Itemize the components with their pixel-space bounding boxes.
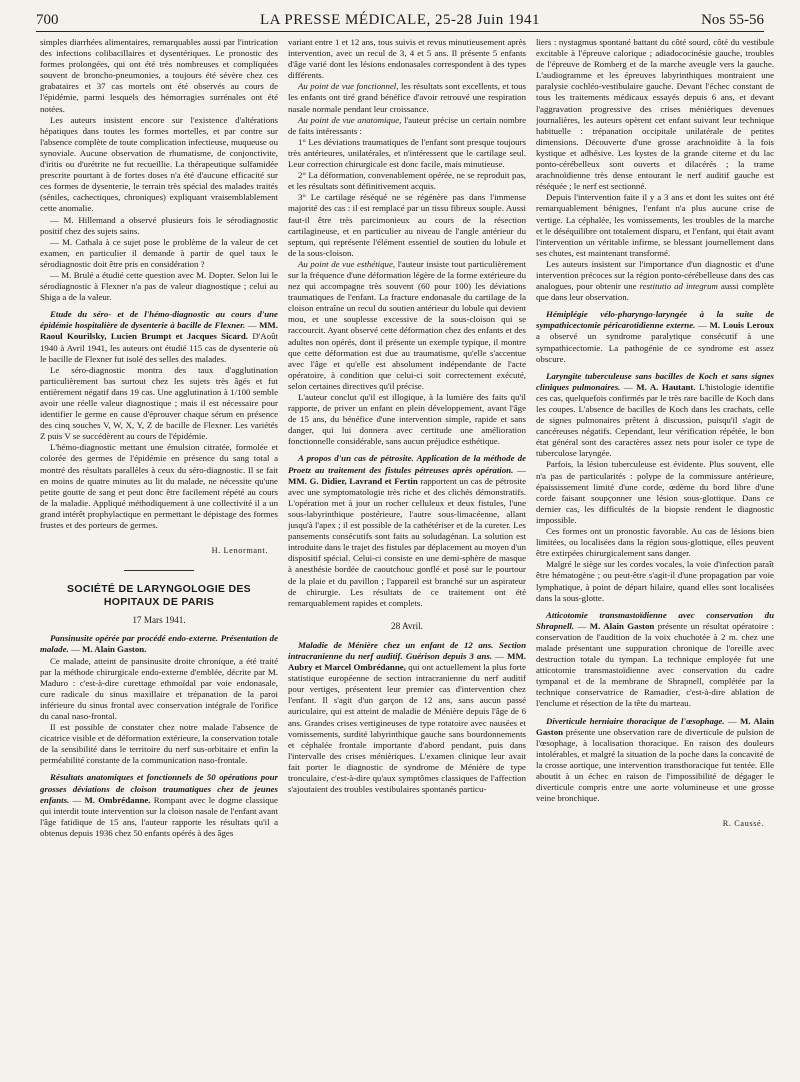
session-date: 17 Mars 1941. xyxy=(132,615,186,626)
article-title-text: Pansinusite opérée par procédé endo-externe. Présentation de malade. xyxy=(40,633,278,655)
paragraph-text: l'auteur précise un certain nombre de faits intéressants : xyxy=(288,114,526,136)
paragraph-lead: Au point de vue esthétique, xyxy=(298,258,396,269)
article-authors: M. Louis Leroux xyxy=(709,320,774,331)
article-title-text: Maladie de Ménière chez un enfant de 12 ans. Section intracranienne du nerf auditif. Guérison depuis 3 ans. xyxy=(288,639,526,661)
paragraph: — M. Hillemand a observé plusieurs fois le sérodiagnostic positif chez des sujets sains. xyxy=(40,214,278,236)
header-rule xyxy=(36,31,764,32)
paragraph: Ce malade, atteint de pansinusite droite chronique, a été traité par la méthode chirurgicale endo-externe d'emblée, décrite par M. Maduro : c'est-à-dire curettage ethmoïdal par voie endonasale, cure radicale du sinus maxillaire et trépanation de la paroi inférieure du sinus frontal avec conservation intégrale de l'orifice du canal naso-frontal. xyxy=(40,655,278,721)
paragraph-text: les résultats sont excellents, et tous les enfants ont tiré grand bénéfice d'avoir retrouvé une respiration nasale normale pendant leur croissance. xyxy=(288,81,526,114)
paragraph: 3° Le cartilage réséqué ne se régénère pas dans l'immense majorité des cas : il est remplacé par un tissu fibreux souple. Aussi faut-il être très parcimonieux au cours de la résection cartilagineuse, et en particulier au niveau de l'angle antérieur du septum, qui représente l'élément essentiel de soutien du lobule et de la sous-cloison. xyxy=(288,192,526,258)
paragraph: L'auteur conclut qu'il est illogique, à la lumière des faits qu'il rapporte, de priver un enfant en plein développement, avant l'âge de 15 ans, du bénéfice d'une intervention simple, rapide et sans danger, qui lui donnera avec certitude une amélioration fonctionnelle considérable, sans aucun préjudice esthétique. xyxy=(288,392,526,447)
paragraph-text: Les auteurs insistent sur l'importance d'un diagnostic et d'une intervention précoces sur la région ponto-cérébelleuse dans des cas analogues, pour obtenir une xyxy=(536,258,774,292)
paragraph xyxy=(536,259,774,303)
signature: R. Caussé. xyxy=(722,819,764,829)
paragraph-lead: Au point de vue anatomique, xyxy=(298,114,402,125)
article-authors: MM. Aubry et Marcel Ombrédanne, xyxy=(288,650,526,673)
issue-number: Nos 55-56 xyxy=(701,12,764,28)
paragraph: variant entre 1 et 12 ans, tous suivis et revus minutieusement après intervention, avec un recul de 3, 4 et 5 ans. Il présente 5 enfants d'âge varié dont les lésions endonasales correspondent à des types différents. xyxy=(288,37,526,81)
article-title: Résultats anatomiques et fonctionnels de 50 opérations pour grosses déviations de cloison traumatiques chez de jeunes enfants. — M. Ombrédanne. Rompant avec le dogme classique qui interdit toute intervention sur la cloison nasale de l'enfant avant l'âge fatidique de 15 ans, l'auteur rapporte les résultats qu'il a obtenus depuis 1936 chez 50 enfants opérés à des âges xyxy=(40,772,278,838)
latin-phrase: restitutio ad integrum xyxy=(639,281,718,292)
column-3 xyxy=(536,37,774,1072)
article-body: L'histologie identifie ces cas, quelquefois confirmés par le très rare bacille de Koch dans les coupes. L'absence de bacilles de Koch dans les crachats, celle de signes pulmonaires prêtent à discussion, puisqu'il s'agit de cancéreuses négatifs. Cependant, leur vérification répétée, le bon état général sont des caractères assez nets pour isoler ce type de tuberculose laryngée. xyxy=(536,381,774,459)
article-title: Diverticule herniaire thoracique de l'œsophage. — M. Alain Gaston présente une observation rare de diverticule de pulsion de l'œsophage, à localisation thoracique. En raison des douleurs intolérables, et malgré la situation de la poche dans la concavité de la crosse aortique, une intervention transthoracique fut tentée. Elle aboutit à un échec en raison de l'impossibilité de dégager le diverticule compris entre une aorte volumineuse et une grosse veine bronchique. xyxy=(536,715,774,804)
article-body: qui ont actuellement la plus forte statistique européenne de section intracranienne du nerf auditif pour vertiges, présentent leur premier cas d'intervention chez l'enfant. Il s'agit d'un garçon de 12 ans, sans aucun passé auriculaire, qui est atteint de maladie de Ménière depuis l'âge de 6 ans. Grandes crises vertigineuses de type rotatoire avec nausées et vomissements, surdité labyrinthique gauche sans bourdonnements et céphalée frontale importante d'abord pendant, puis dans l'intervalle des crises ménièriques. L'examen clinique leur avait fait porter le diagnostic de syndrome de Ménière de type tronculaire, c'est-à-dire qu'aux symptômes classiques de l'affection s'ajoutaient des troubles vestibulaires spontanés particu- xyxy=(288,662,526,795)
running-header xyxy=(36,10,764,32)
paragraph xyxy=(288,115,526,137)
article-title: Etude du séro- et de l'hémo-diagnostic au cours d'une épidémie hospitalière de dysenterie à bacille de Flexner. — MM. Raoul Kourilsky, Lucien Brumpt et Jacques Sicard. D'Août 1940 à Avril 1941, les auteurs ont étudié 115 cas de dysenterie où le bacille de Flexner fut isolé des selles des malades. xyxy=(40,309,278,364)
paragraph: 2° La déformation, convenablement opérée, ne se reproduit pas, et les résultats sont définitivement acquis. xyxy=(288,170,526,192)
paragraph: Malgré le siège sur les cordes vocales, la voie d'infection paraît être hématogène ; ou peut-être s'agit-il d'une propagation par voie lymphatique, à point de départ hilaire, quand elles sont localisées dans la sous-glotte. xyxy=(536,559,774,603)
article-authors: M. Alain Gaston xyxy=(589,620,655,631)
article-title: Pansinusite opérée par procédé endo-externe. Présentation de malade. — M. Alain Gaston. xyxy=(40,633,278,655)
paragraph: simples diarrhées alimentaires, remarquables aussi par l'intrication des infections colibacillaires et dysentériques. Le pronostic des formes prolongées, qui ont été très nombreuses et compliquées souvent de broncho-pneumonies, a toujours été sévère chez ces grabataires et 37 cas mortels ont été observés au cours de l'épidémie, parmi lesquels des hémorragies surrénales ont été notées. xyxy=(40,37,278,114)
page-number: 700 xyxy=(36,12,59,28)
paragraph: L'hémo-diagnostic mettant une émulsion citratée, formolée et colorée des germes de l'épidémie en présence du sang total a montré des résultats parallèles à ceux du séro-diagnostic. Il se fait en moins de quatre minutes au lit du malade, ne nécessite qu'une petite goutte de sang et peut donc être facilement répété au cours de la maladie. Appliqué méthodiquement à une collectivité il a un grand intérêt prophylactique en permettant le dépistage des formes frustes et des porteurs de germes. xyxy=(40,442,278,531)
article-title-text: Hémiplégie vélo-pharyngo-laryngée à la suite de sympathicectomie péricarotidienne externe. xyxy=(536,309,774,331)
article-authors: M. Alain Gaston xyxy=(536,715,774,737)
article-title: Atticotomie transmastoïdienne avec conservation du Shrapnell. — M. Alain Gaston présente un résultat opératoire : conservation de l'audition de la voix chuchotée à 2 m. chez une malade présentant une suppuration chronique de l'oreille avec destruction totale du tympan. La technique employée fut une atticotomie transmastoïdienne avec conservation du cadre tympanal et de la membrane de Shrapnell, complétée par la technique conservatrice de Ramadier, c'est-à-dire ablation de l'enclume et résection de la tête du marteau. xyxy=(536,609,774,709)
paragraph: Depuis l'intervention faite il y a 3 ans et dont les suites ont été remarquablement bénignes, l'enfant n'a plus aucune crise de vertige. La céphalée, les vomissements, les troubles de la marche et le déséquilibre ont totalement disparu, et l'enfant, qui était avant l'intervention un véritable infirme, se blessant journellement dans ses chutes, est maintenant transformé. xyxy=(536,192,774,258)
article-title-text: Etude du séro- et de l'hémo-diagnostic au cours d'une épidémie hospitalière de dysenterie à bacille de Flexner. xyxy=(40,309,278,331)
paragraph: Les auteurs insistent encore sur l'existence d'altérations hépatiques dans toutes les formes mortelles, et par contre sur l'absence complète de toute complication infectieuse, muqueuse ou synoviale. Aucune observation de rhumatisme, de conjonctivite, d'iritis ou d'urétrite ne fut recueillie. La thérapeutique sulfamidée prescrite pourtant à de fortes doses n'a été d'aucune efficacité sur ces formes de dysenterie, le terrain très spécial des malades traités (séniles, cachectiques, chroniques) expliquant vraisemblablement cette anomalie. xyxy=(40,114,278,214)
article-body: rapportent un cas de pétrosite avec une symptomatologie très riche et des clichés démonstratifs. L'opération met à jour un rocher celluleux et deux fistules, l'une sous-labyrinthique postérieure, l'autre sous-limacéenne, allant jusqu'à l'apex ; il est possible de la cathétériser et de la cureter. Les pansements consécutifs sont faits au soludagénan. La solution est introduite dans le trajet des fistules par déplacement au moyen d'un dispositif spécial. Celui-ci consiste en une demi-sphère de masque à anesthésie bordée de caoutchouc gonflé et posé sur le pourtour de la plaie et du pavillon ; l'appareil est branché sur un aspirateur de chirurgie. Les résultats de ce traitement ont été remarquablement rapides et complets. xyxy=(288,475,526,608)
article-title-text: Laryngite tuberculeuse sans bacilles de Koch et sans signes cliniques pulmonaires. xyxy=(536,370,774,392)
article-title: Laryngite tuberculeuse sans bacilles de Koch et sans signes cliniques pulmonaires. — M. A. Hautant. L'histologie identifie ces cas, quelquefois confirmés par le très rare bacille de Koch dans les coupes. L'absence de bacilles de Koch dans les crachats, celle de signes pulmonaires prêtent à discussion, puisqu'il s'agit de cancéreuses négatifs. Cependant, leur vérification répétée, le bon état général sont des caractères assez nets pour isoler ce type de tuberculose laryngée. xyxy=(536,370,774,459)
article-title: A propos d'un cas de pétrosite. Application de la méthode de Proetz au traitement des fistules pétreuses après opération. — MM. G. Didier, Lavrand et Fertin rapportent un cas de pétrosite avec une symptomatologie très riche et des clichés démonstratifs. L'opération met à jour un rocher celluleux et deux fistules, l'une sous-labyrinthique postérieure, l'autre sous-limacéenne, allant jusqu'à l'apex ; il est possible de la cathétériser et de la cureter. Les pansements consécutifs sont faits au soludagénan. La solution est introduite dans le trajet des fistules par déplacement au moyen d'un dispositif spécial. Celui-ci consiste en une demi-sphère de masque à anesthésie bordée de caoutchouc gonflé et posé sur le pourtour de la plaie et du pavillon ; l'appareil est branché sur un aspirateur de chirurgie. Les résultats de ce traitement ont été remarquablement rapides et complets. xyxy=(288,453,526,608)
paragraph-text: aussi complète que dans leur observation. xyxy=(536,281,774,303)
article-body: D'Août 1940 à Avril 1941, les auteurs ont étudié 115 cas de dysenterie où le bacille de Flexner fut isolé des selles des malades. xyxy=(40,331,278,364)
paragraph: — M. Cathala à ce sujet pose le problème de la valeur de cet examen, en particulier il demande à partir de quel taux le sérodiagnostic doit être pris en considération ? xyxy=(40,236,278,269)
article-authors: M. Alain Gaston. xyxy=(82,644,147,655)
column-2 xyxy=(288,37,526,1072)
article-authors: M. Ombrédanne. xyxy=(84,794,151,805)
article-body: a observé un syndrome paralytique consécutif à une sympathicectomie. La pathogénie de ce syndrome est assez obscure. xyxy=(536,331,774,364)
paragraph xyxy=(288,81,526,114)
article-title-text: Diverticule herniaire thoracique de l'œsophage. xyxy=(546,715,725,726)
article-title: Hémiplégie vélo-pharyngo-laryngée à la suite de sympathicectomie péricarotidienne externe. — M. Louis Leroux a observé un syndrome paralytique consécutif à une sympathicectomie. La pathogénie de ce syndrome est assez obscure. xyxy=(536,309,774,364)
article-body: présente une observation rare de diverticule de pulsion de l'œsophage, à localisation thoracique. En raison des douleurs intolérables, et malgré la situation de la poche dans la concavité de la crosse aortique, une intervention transthoracique fut tentée. Elle aboutit à un échec en raison de l'impossibilité de dégager le diverticule compris entre une aorte volumineuse et une grosse veine bronchique. xyxy=(536,726,774,804)
paragraph: Il est possible de constater chez notre malade l'absence de cicatrice visible et de déformation extérieure, la conservation totale de la sensibilité dans le territoire du nerf sus-orbitaire et enfin la perméabilité constante de la communication naso-frontale. xyxy=(40,722,278,766)
article-title-text: Résultats anatomiques et fonctionnels de 50 opérations pour grosses déviations de cloison traumatiques chez de jeunes enfants. xyxy=(40,772,278,805)
paragraph-text: l'auteur insiste tout particulièrement sur la fréquence d'une déformation légère de la forme extérieure du nez qui accompagne très souvent (60 pour 100) les déviations traumatiques de l'enfant. La fracture endonasale du cartilage de la cloison entraîne un recul du soutien antérieur du lobule qui devient mou, et une souplesse excessive de la sous-cloison qui se raccourcit. Ayant observé cette déformation chez des enfants et des adultes non opérés, dont il présente un exemple typique, il montre que cette déformation est due au traumatisme, qu'elle s'accentue avec l'âge et qu'elle est absolument indépendante de l'acte opératoire, à condition que celui-ci soit correctement exécuté, selon certaines directives qu'il précise. xyxy=(288,258,526,391)
paragraph xyxy=(288,259,526,392)
paragraph: 1° Les déviations traumatiques de l'enfant sont presque toujours très antérieures, unilatérales, et n'intéressent que le cartilage seul. Leur correction chirurgicale est donc facile, mais minutieuse. xyxy=(288,136,526,170)
society-title: SOCIÉTÉ DE LARYNGOLOGIE DES HOPITAUX DE PARIS xyxy=(67,583,251,609)
paragraph: Le séro-diagnostic montra des taux d'agglutination particulièrement bas surtout chez les sujets très âgés et fut entièrement négatif dans 19 cas. Une agglutination à 1/100 semble avoir une réelle valeur diagnostique ; mais il est nécessaire pour identifier le germe en cause d'éprouver chaque sérum en présence des cinq souches V, W, X, Y, Z de bacille de Flexner. Les variétés Z puis V se succédèrent au cours de l'épidémie. xyxy=(40,364,278,442)
article-authors: MM. G. Didier, Lavrand et Fertin xyxy=(288,475,418,486)
paragraph-lead: Au point de vue fonctionnel, xyxy=(298,81,399,92)
article-title-text: Atticotomie transmastoïdienne avec conservation du Shrapnell. xyxy=(536,609,774,631)
article-authors: M. A. Hautant. xyxy=(636,381,696,392)
article-body: présente un résultat opératoire : conservation de l'audition de la voix chuchotée à 2 m. chez une malade présentant une suppuration chronique de l'oreille avec destruction totale du tympan. La technique employée fut une atticotomie transmastoïdienne avec conservation du cadre tympanal et de la membrane de Shrapnell, complétée par la technique conservatrice de Ramadier, c'est-à-dire ablation de l'enclume et résection de la tête du marteau. xyxy=(536,620,774,709)
session-date: 28 Avril. xyxy=(391,620,423,631)
signature: H. Lenormant. xyxy=(211,546,268,556)
paragraph: — M. Brulé a étudié cette question avec M. Dopter. Selon lui le sérodiagnostic à Flexner n'a pas de valeur diagnostique ; celui au Shiga a de la valeur. xyxy=(40,269,278,303)
journal-title: LA PRESSE MÉDICALE, 25-28 Juin 1941 xyxy=(259,12,540,28)
paragraph: Ces formes ont un pronostic favorable. Au cas de lésions bien limitées, ou localisées dans la région sous-glottique, elles peuvent être extirpées chirurgicalement sans danger. xyxy=(536,526,774,559)
paragraph: Parfois, la lésion tuberculeuse est évidente. Plus souvent, elle n'a pas de particularités : polype de la commissure antérieure, épaississement limité d'une corde, œdème du bord libre d'une corde faisant soupçonner une lésion sous-glottique. Dans ce dernier cas, les difficultés de la biopsie rendent le diagnostic impossible. xyxy=(536,459,774,525)
section-divider xyxy=(124,570,194,571)
paragraph: liers : nystagmus spontané battant du côté sourd, côté du vestibule excitable à l'épreuve calorique ; adiadococinésie gauche, troubles de l'épreuve de Romberg et de la marche aveugle vers la gauche. L'audiogramme et les épreuves labyrinthiques montraient une paralysie cochléo-vestibulaire gauche. Devant l'échec constant de tous les traitements médicaux essayés depuis 6 ans, et devant l'aggravation progressive des crises ménièriques devenues journalières, les auteurs opèrent cet enfant suivant leur technique habituelle : trépanation occipitale unilatérale de petites dimensions. Découverte d'une grosse arachnoïdite à la fois kystique et adhésive. Les kystes de la grande citerne et du lac ponto-cérébelleux sont ouverts et dilacérés ; la trame arachnoïdienne très dense entourant le nerf auditif gauche est réséquée ; le nerf est sectionné. xyxy=(536,37,774,192)
article-authors: MM. Raoul Kourilsky, Lucien Brumpt et Jacques Sicard. xyxy=(40,320,278,342)
column-1 xyxy=(40,37,278,1072)
article-title: Maladie de Ménière chez un enfant de 12 ans. Section intracranienne du nerf auditif. Guérison depuis 3 ans. — MM. Aubry et Marcel Ombrédanne, qui ont actuellement la plus forte statistique européenne de section intracranienne du nerf auditif pour vertiges, présentent leur premier cas d'intervention chez l'enfant. Il s'agit d'un garçon de 12 ans, sans aucun passé auriculaire, qui est atteint de maladie de Ménière depuis l'âge de 6 ans. Grandes crises vertigineuses de type rotatoire avec nausées et vomissements, surdité labyrinthique gauche sans bourdonnements et céphalée frontale importante d'abord pendant, puis dans l'intervalle des crises ménièriques. L'examen clinique leur avait fait porter le diagnostic de syndrome de Ménière de type tronculaire, c'est-à-dire qu'aux symptômes classiques de l'affection s'ajoutaient des troubles vestibulaires spontanés particu- xyxy=(288,639,526,795)
article-title-text: A propos d'un cas de pétrosite. Application de la méthode de Proetz au traitement des fistules pétreuses après opération. xyxy=(288,453,526,475)
article-body: Rompant avec le dogme classique qui interdit toute intervention sur la cloison nasale de l'enfant avant l'âge fatidique de 15 ans, l'auteur rapporte les résultats qu'il a obtenus depuis 1936 chez 50 enfants opérés à des âges xyxy=(40,794,278,838)
